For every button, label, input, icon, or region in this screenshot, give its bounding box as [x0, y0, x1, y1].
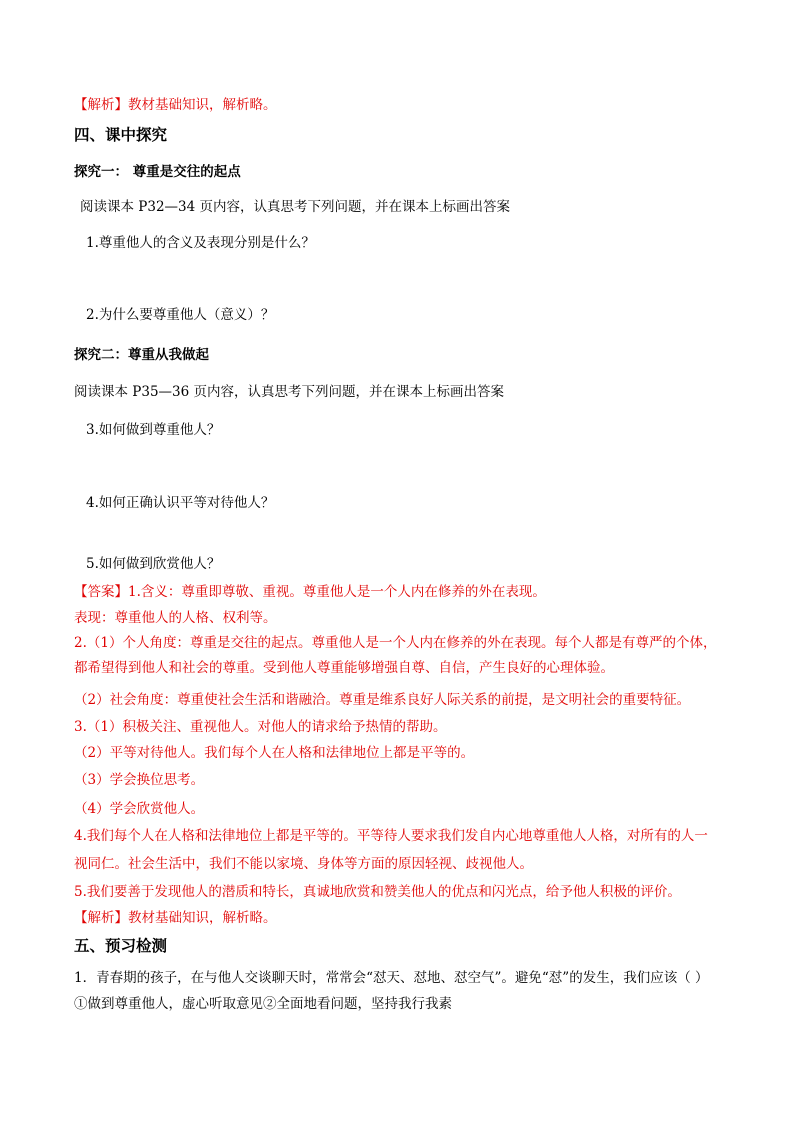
analysis-text: 教材基础知识，解析略。 [128, 97, 277, 113]
answer-1b: 表现：尊重他人的人格、权利等。 [74, 610, 277, 626]
answer-2b: 都希望得到他人和社会的尊重。受到他人尊重能够增强自尊、自信，产生良好的心理体验。 [74, 660, 614, 676]
answer-4b: 视同仁。社会生活中，我们不能以家境、身体等方面的原因轻视、歧视他人。 [74, 856, 533, 872]
analysis-line [74, 96, 277, 114]
answer-3d: （4）学会欣赏他人。 [74, 801, 205, 817]
question-4: 4.如何正确认识平等对待他人？ [86, 495, 275, 511]
section-title-4: 四、课中探究 [74, 126, 168, 144]
answer-1-text: 1.含义：尊重即尊敬、重视。尊重他人是一个人内在修养的外在表现。 [128, 584, 546, 600]
analysis-line-bottom [74, 909, 277, 927]
question-5: 5.如何做到欣赏他人？ [86, 556, 221, 572]
analysis-text-bottom: 教材基础知识，解析略。 [128, 910, 277, 926]
question-2: 2.为什么要尊重他人（意义）？ [86, 307, 275, 323]
section-title-5: 五、预习检测 [74, 937, 168, 955]
answer-3b: （2）平等对待他人。我们每个人在人格和法律地位上都是平等的。 [74, 745, 475, 761]
question-3: 3.如何做到尊重他人？ [86, 422, 221, 438]
analysis-tag-bottom: 【解析】 [74, 910, 128, 926]
explore2-instruction: 阅读课本 P35—36 页内容，认真思考下列问题，并在课本上标画出答案 [74, 384, 505, 400]
check-question-1-options: ①做到尊重他人，虚心听取意见②全面地看问题，坚持我行我素 [74, 996, 452, 1012]
answer-1 [74, 583, 546, 601]
explore1-title: 探究一： 尊重是交往的起点 [74, 164, 241, 180]
analysis-tag: 【解析】 [74, 97, 128, 113]
answer-3c: （3）学会换位思考。 [74, 772, 205, 788]
answer-3a: 3.（1）积极关注、重视他人。对他人的请求给予热情的帮助。 [74, 719, 447, 735]
answer-2a: 2.（1）个人角度：尊重是交往的起点。尊重他人是一个人内在修养的外在表现。每个人都是有尊严的个体， [74, 635, 717, 651]
answer-4a: 4.我们每个人在人格和法律地位上都是平等的。平等待人要求我们发自内心地尊重他人人格，对所有的人一 [74, 828, 708, 844]
explore2-title: 探究二：尊重从我做起 [74, 347, 209, 363]
answer-2c: （2）社会角度：尊重使社会生活和谐融洽。尊重是维系良好人际关系的前提，是文明社会的重要特征。 [74, 692, 691, 708]
question-1: 1.尊重他人的含义及表现分别是什么？ [86, 235, 315, 251]
answer-5: 5.我们要善于发现他人的潜质和特长，真诚地欣赏和赞美他人的优点和闪光点，给予他人积极的评价。 [74, 884, 681, 900]
check-question-1: 1．青春期的孩子，在与他人交谈聊天时，常常会“怼天、怼地、怼空气”。避免“怼”的发生，我们应该（ ） [74, 970, 709, 986]
answer-tag: 【答案】 [74, 584, 128, 600]
explore1-instruction: 阅读课本 P32—34 页内容，认真思考下列问题，并在课本上标画出答案 [80, 199, 511, 215]
